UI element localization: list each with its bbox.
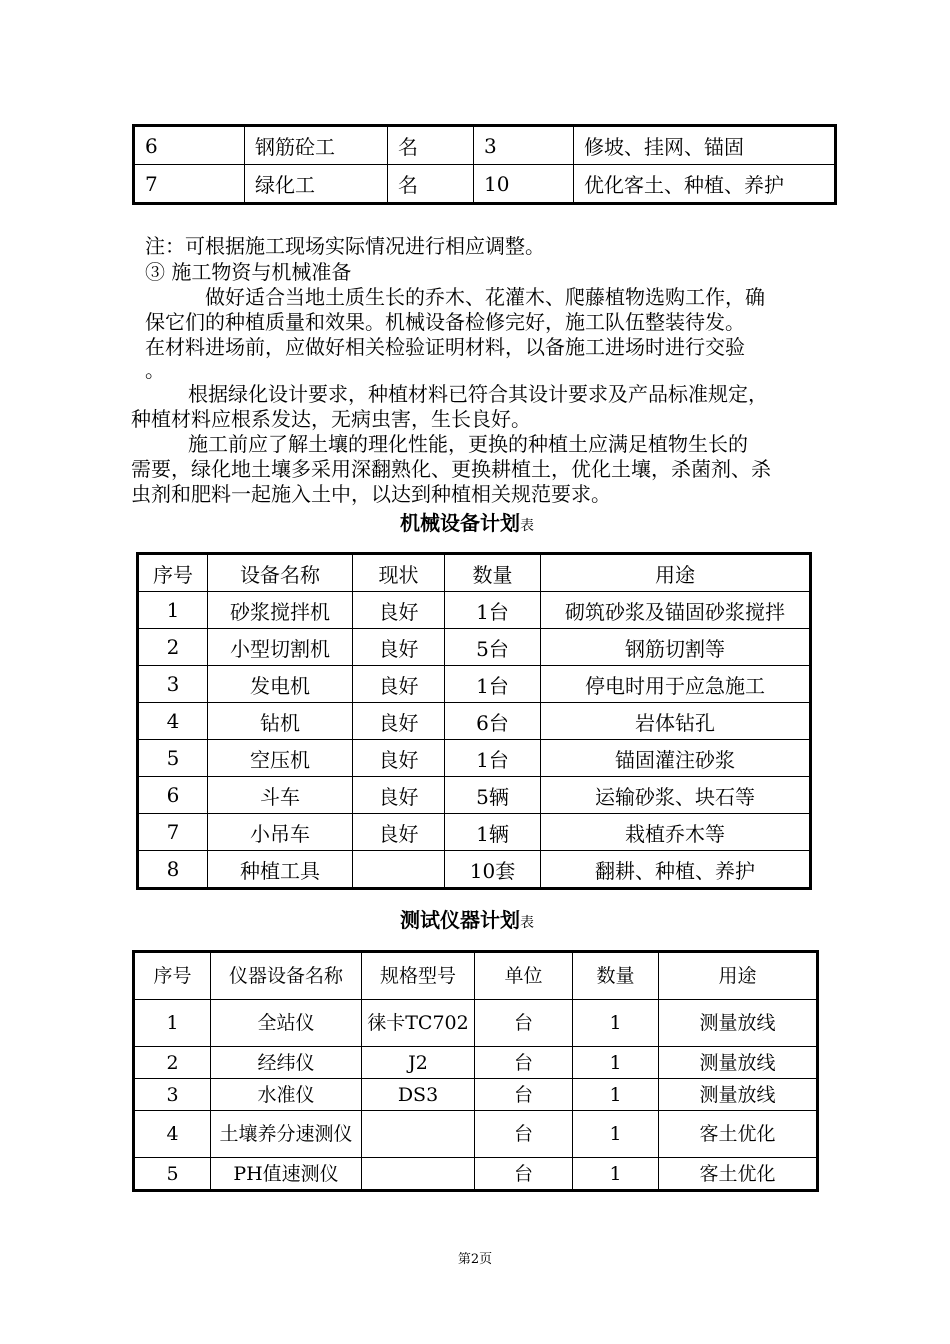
- table-cell: 经纬仪: [211, 1047, 362, 1079]
- table-cell: 3: [474, 126, 574, 165]
- table-cell: 良好: [353, 777, 445, 814]
- table-row: [134, 1158, 818, 1191]
- table-cell: 5: [134, 1158, 211, 1191]
- paragraph-line: 种植材料应根系发达，无病虫害，生长良好。: [131, 407, 531, 431]
- table-row: [134, 1047, 818, 1079]
- table-cell: 8: [138, 851, 208, 889]
- column-header: 仪器设备名称: [211, 952, 362, 1000]
- table-cell: 4: [134, 1111, 211, 1158]
- table-cell: 测量放线: [659, 1079, 818, 1111]
- table-cell: 1: [573, 1047, 659, 1079]
- table-cell: [353, 851, 445, 889]
- table-cell: 修坡、挂网、锚固: [574, 126, 836, 165]
- table-cell: 良好: [353, 814, 445, 851]
- table-cell: 1台: [445, 666, 541, 703]
- table-cell: 种植工具: [208, 851, 353, 889]
- table-cell: 1: [573, 1158, 659, 1191]
- table-cell: 空压机: [208, 740, 353, 777]
- table-cell: 砌筑砂浆及锚固砂浆搅拌: [541, 592, 811, 629]
- table-row: [138, 851, 811, 889]
- adjustment-note: 注：可根据施工现场实际情况进行相应调整。: [145, 234, 545, 258]
- table-cell: 小型切割机: [208, 629, 353, 666]
- table-header-row: [138, 554, 811, 592]
- machinery-table: [136, 552, 812, 890]
- table-cell: 1: [573, 1111, 659, 1158]
- table-cell: 运输砂浆、块石等: [541, 777, 811, 814]
- column-header: 序号: [134, 952, 211, 1000]
- table-cell: 1: [573, 1079, 659, 1111]
- column-header: 数量: [445, 554, 541, 592]
- table-cell: 客土优化: [659, 1158, 818, 1191]
- table-cell: 7: [134, 165, 245, 204]
- paragraph-line: 需要，绿化地土壤多采用深翻熟化、更换耕植土，优化土壤，杀菌剂、杀: [131, 457, 771, 481]
- table-cell: 10套: [445, 851, 541, 889]
- table-row: [134, 1079, 818, 1111]
- table-cell: 良好: [353, 666, 445, 703]
- instrument-table: [132, 950, 819, 1192]
- table-row: [134, 165, 836, 204]
- table-cell: 7: [138, 814, 208, 851]
- instrument-table-body: [134, 952, 818, 1191]
- table-cell: 4: [138, 703, 208, 740]
- table-cell: 1台: [445, 740, 541, 777]
- table-cell: 钢筋砼工: [245, 126, 388, 165]
- paragraph-line: 虫剂和肥料一起施入土中，以达到种植相关规范要求。: [131, 482, 611, 506]
- table-cell: PH值速测仪: [211, 1158, 362, 1191]
- column-header: 规格型号: [362, 952, 475, 1000]
- table-cell: 台: [475, 1047, 573, 1079]
- table-cell: 台: [475, 1000, 573, 1047]
- table-cell: 翻耕、种植、养护: [541, 851, 811, 889]
- paragraph-line: 在材料进场前，应做好相关检验证明材料，以备施工进场时进行交验: [145, 335, 745, 359]
- personnel-table: [132, 124, 837, 205]
- table-cell: 停电时用于应急施工: [541, 666, 811, 703]
- table-cell: 土壤养分速测仪: [211, 1111, 362, 1158]
- table-cell: 优化客土、种植、养护: [574, 165, 836, 204]
- table-cell: 6: [138, 777, 208, 814]
- table-cell: 10: [474, 165, 574, 204]
- table-cell: DS3: [362, 1079, 475, 1111]
- table-cell: 1: [138, 592, 208, 629]
- column-header: 用途: [541, 554, 811, 592]
- table-cell: 名: [388, 165, 474, 204]
- table-cell: 全站仪: [211, 1000, 362, 1047]
- table-row: [134, 1000, 818, 1047]
- table-cell: 台: [475, 1158, 573, 1191]
- table-cell: 测量放线: [659, 1000, 818, 1047]
- paragraph-line: 保它们的种植质量和效果。机械设备检修完好，施工队伍整装待发。: [145, 310, 745, 334]
- table-row: [138, 629, 811, 666]
- table-cell: 6台: [445, 703, 541, 740]
- table-cell: 钢筋切割等: [541, 629, 811, 666]
- table-cell: 钻机: [208, 703, 353, 740]
- table-row: [134, 126, 836, 165]
- table-row: [138, 777, 811, 814]
- table-cell: [362, 1158, 475, 1191]
- table-cell: 良好: [353, 740, 445, 777]
- table-cell: 斗车: [208, 777, 353, 814]
- table-row: [138, 703, 811, 740]
- table-cell: J2: [362, 1047, 475, 1079]
- table-row: [134, 1111, 818, 1158]
- table-cell: 良好: [353, 629, 445, 666]
- table-cell: 2: [134, 1047, 211, 1079]
- table-cell: 砂浆搅拌机: [208, 592, 353, 629]
- table-cell: 锚固灌注砂浆: [541, 740, 811, 777]
- table-cell: 1台: [445, 592, 541, 629]
- table-cell: 5台: [445, 629, 541, 666]
- personnel-table-body: [134, 126, 836, 204]
- table-cell: 1辆: [445, 814, 541, 851]
- table-cell: 3: [134, 1079, 211, 1111]
- table-cell: 5辆: [445, 777, 541, 814]
- paragraph-line: 做好适合当地土质生长的乔木、花灌木、爬藤植物选购工作，确: [205, 285, 765, 309]
- table-cell: 水准仪: [211, 1079, 362, 1111]
- table-cell: 发电机: [208, 666, 353, 703]
- machinery-table-caption: 机械设备计划表: [400, 511, 534, 535]
- column-header: 单位: [475, 952, 573, 1000]
- page-number: 第2页: [457, 1252, 493, 1267]
- table-cell: 3: [138, 666, 208, 703]
- table-cell: 1: [134, 1000, 211, 1047]
- table-row: [138, 740, 811, 777]
- paragraph-line: 施工前应了解土壤的理化性能，更换的种植土应满足植物生长的: [188, 432, 748, 456]
- table-cell: 良好: [353, 592, 445, 629]
- paragraph-line: 根据绿化设计要求，种植材料已符合其设计要求及产品标准规定，: [188, 382, 768, 406]
- column-header: 数量: [573, 952, 659, 1000]
- table-cell: 绿化工: [245, 165, 388, 204]
- table-cell: 6: [134, 126, 245, 165]
- column-header: 序号: [138, 554, 208, 592]
- table-cell: 1: [573, 1000, 659, 1047]
- table-cell: 台: [475, 1111, 573, 1158]
- table-cell: 台: [475, 1079, 573, 1111]
- table-cell: 2: [138, 629, 208, 666]
- table-cell: 岩体钻孔: [541, 703, 811, 740]
- column-header: 用途: [659, 952, 818, 1000]
- table-row: [138, 666, 811, 703]
- column-header: 现状: [353, 554, 445, 592]
- table-cell: 栽植乔木等: [541, 814, 811, 851]
- paragraph-line: 。: [145, 358, 165, 382]
- table-header-row: [134, 952, 818, 1000]
- table-cell: 小吊车: [208, 814, 353, 851]
- table-cell: 徕卡TC702: [362, 1000, 475, 1047]
- section-heading: ③ 施工物资与机械准备: [145, 260, 352, 284]
- instrument-table-caption: 测试仪器计划表: [400, 908, 534, 932]
- table-row: [138, 814, 811, 851]
- table-cell: 测量放线: [659, 1047, 818, 1079]
- table-cell: 客土优化: [659, 1111, 818, 1158]
- table-row: [138, 592, 811, 629]
- table-cell: 良好: [353, 703, 445, 740]
- table-cell: 名: [388, 126, 474, 165]
- table-cell: 5: [138, 740, 208, 777]
- table-cell: [362, 1111, 475, 1158]
- machinery-table-body: [138, 554, 811, 889]
- column-header: 设备名称: [208, 554, 353, 592]
